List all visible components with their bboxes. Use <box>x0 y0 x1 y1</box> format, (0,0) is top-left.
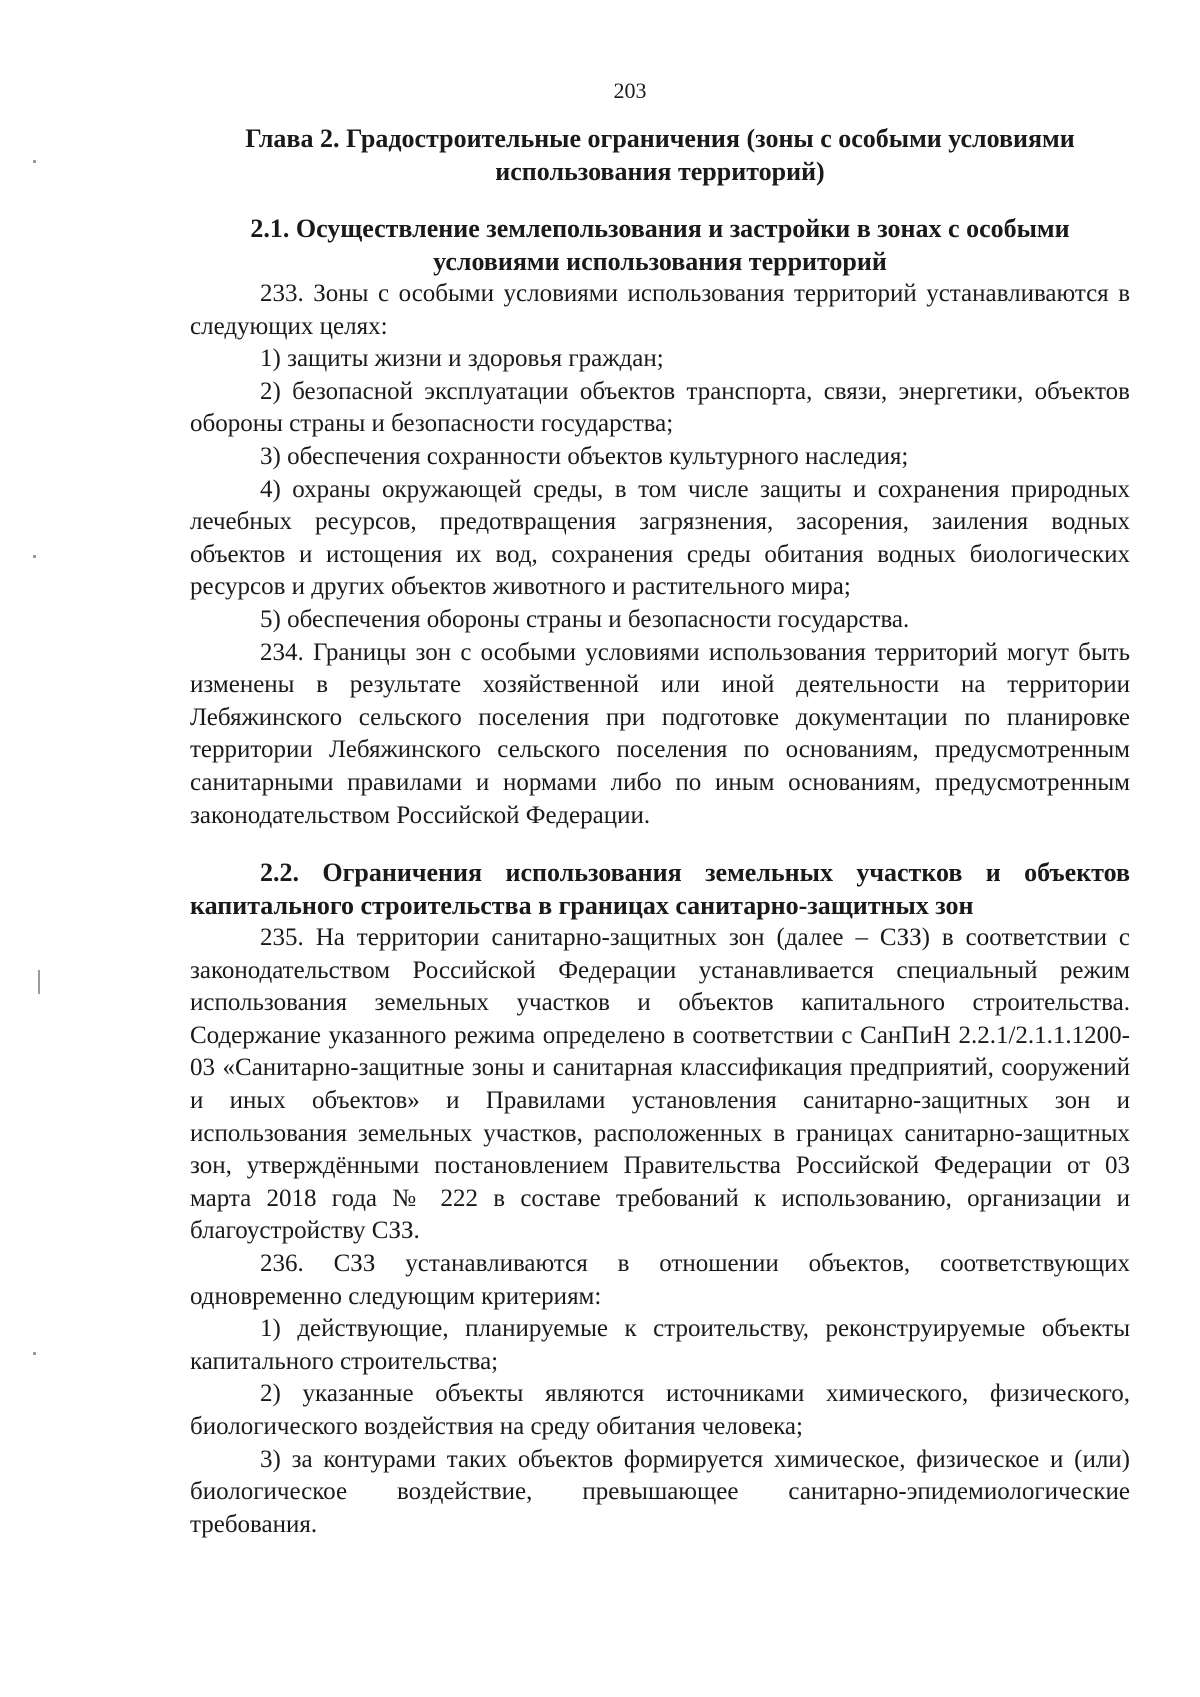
list-item: 1) действующие, планируемые к строительству, реконструируемые объекты капитального строительства; <box>190 1315 1130 1375</box>
list-item: 3) за контурами таких объектов формируется химическое, физическое и (или) биологическое воздействие, превышающее санитарно-эпидемиологические требования. <box>190 1445 1130 1538</box>
section-title: 2.2. Ограничения использования земельных участков и объектов капитального строительства в границах санитарно-защитных зон <box>190 858 1130 921</box>
section-2-2 <box>190 856 1130 1541</box>
list-item: 5) обеспечения обороны страны и безопасности государства. <box>260 605 910 633</box>
document-body <box>190 122 1130 1541</box>
page-number: 203 <box>613 78 647 103</box>
chapter-title: Глава 2. Градостроительные ограничения (зоны с особыми условиями использования территорий) <box>245 124 1075 186</box>
list-item: 2) указанные объекты являются источниками химического, физического, биологического воздействия на среду обитания человека; <box>190 1380 1130 1440</box>
scan-speck <box>33 555 36 558</box>
paragraph: 234. Границы зон с особыми условиями использования территорий могут быть изменены в результате хозяйственной или иной деятельности на территории Лебяжинского сельского поселения при подготовке документации по планировке территории Лебяжинского сельского поселения по основаниям, предусмотренным санитарными правилами и нормами либо по иным основаниям, предусмотренным законодательством Российской Федерации. <box>190 638 1130 829</box>
list-item: 4) охраны окружающей среды, в том числе защиты и сохранения природных лечебных ресурсов, предотвращения загрязнения, засорения, заиления водных объектов и истощения их вод, сохранения среды обитания водных биологических ресурсов и других объектов животного и растительного мира; <box>190 475 1130 601</box>
paragraph: 236. СЗЗ устанавливаются в отношении объектов, соответствующих одновременно следующим критериям: <box>190 1250 1130 1310</box>
scan-speck <box>33 160 36 163</box>
scan-speck <box>33 1352 36 1355</box>
paragraph: 233. Зоны с особыми условиями использования территорий устанавливаются в следующих целях: <box>190 280 1130 340</box>
section-title: 2.1. Осуществление землепользования и застройки в зонах с особыми условиями использования территорий <box>250 214 1070 276</box>
scan-line-mark <box>38 970 40 994</box>
list-item: 1) защиты жизни и здоровья граждан; <box>260 345 664 373</box>
section-2-1 <box>190 212 1130 832</box>
paragraph: 235. На территории санитарно-защитных зон (далее – СЗЗ) в соответствии с законодательством Российской Федерации устанавливается специальный режим использования земельных участков и объектов капитального строительства. Содержание указанного режима определено в соответствии с СанПиН 2.2.1/2.1.1.1200-03 «Санитарно-защитные зоны и санитарная классификация предприятий, сооружений и иных объектов» и Правилами установления санитарно-защитных зон и использования земельных участков, расположенных в границах санитарно-защитных зон, утверждёнными постановлением Правительства Российской Федерации от 03 марта 2018 года № 222 в составе требований к использованию, организации и благоустройству СЗЗ. <box>190 924 1130 1245</box>
list-item: 3) обеспечения сохранности объектов культурного наследия; <box>260 442 909 470</box>
list-item: 2) безопасной эксплуатации объектов транспорта, связи, энергетики, объектов обороны страны и безопасности государства; <box>190 377 1130 438</box>
